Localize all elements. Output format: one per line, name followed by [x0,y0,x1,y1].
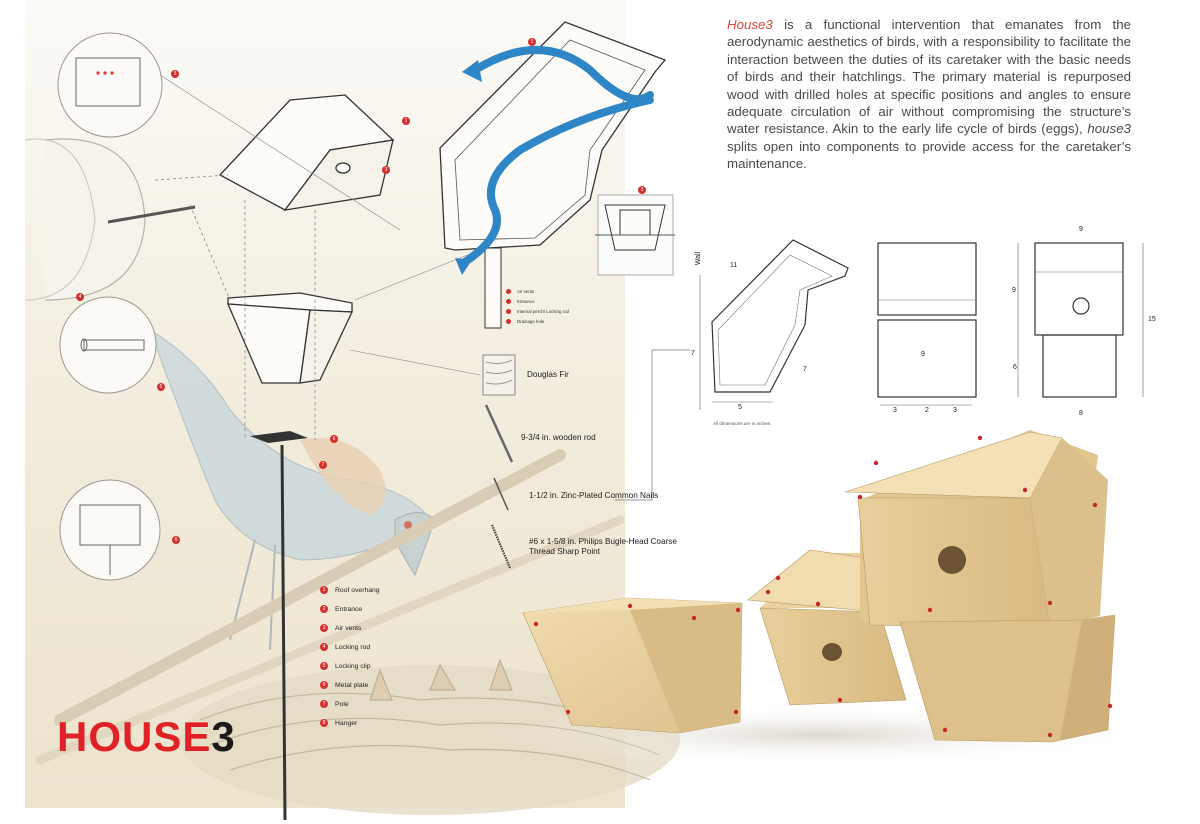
callout-marker: 3 [171,70,179,78]
dimension-label: 11 [730,262,738,269]
project-description [727,16,1131,173]
detail-circle-middle [60,297,156,393]
dimension-label: 7 [691,350,695,357]
airflow-legend-item: Drainage hole [506,316,544,326]
side-view-drawing [700,240,848,410]
airflow-legend-item: Entrance [506,296,535,306]
legend-dot [506,309,511,314]
dimension-label: 9 [921,351,925,358]
dimension-label: 9 [1079,226,1083,233]
parts-legend-item: 5 Locking clip [320,659,371,673]
parts-legend-item: 8 Hanger [320,716,357,730]
dimension-label: 9 [1012,287,1016,294]
callout-marker: 1 [402,117,410,125]
project-name-inline: house3 [1087,121,1131,137]
callout-marker: 6 [172,536,180,544]
callout-marker: 4 [76,293,84,301]
callout-marker: 5 [157,383,165,391]
dimension-wall: Wall [695,251,703,266]
airflow-legend-item: Air vents [506,286,534,296]
parts-legend-item: 6 Metal plate [320,678,368,692]
detail-circle-top [58,33,162,137]
house3-logo: HOUSE3 [57,713,236,760]
dimension-label: 15 [1148,316,1156,323]
dimension-label: 5 [738,404,742,411]
dimension-label: 3 [893,407,897,414]
description-end: splits open into components to provide access for the caretaker’s maintenance. [727,138,1131,172]
material-label: 9-3/4 in. wooden rod [521,433,596,442]
parts-legend-item: 2 Entrance [320,602,362,616]
material-label: #6 x 1-5/8 in. Philips Bugle-Head Coarse [529,537,677,546]
callout-marker: 6 [330,435,338,443]
legend-dot [506,299,511,304]
legend-dot [506,319,511,324]
description-body: is a functional intervention that emanates from the aerodynamic aesthetics of birds, with a responsibility to facilitate the interaction between the duties of its caretaker with the basic needs of birds and their hatchlings. The primary material is repurposed wood with drilled holes at specific positions and angles to ensure adequate circulation of air without compromising the structure’s water resistance. Akin to the early life cycle of birds (eggs), [727,17,1131,137]
front-detail-drawing [595,195,675,275]
callout-marker: 3 [638,186,646,194]
front-view-drawing [878,243,976,405]
airflow-legend-item: Internal perch/ Locking rod [506,306,569,316]
parts-legend-item: 7 Pole [320,697,349,711]
project-name: House3 [727,17,773,32]
material-label: 1-1/2 in. Zinc-Plated Common Nails [529,491,659,500]
dimension-label: 7 [803,366,807,373]
dimension-label: 8 [1079,410,1083,417]
douglas-fir-swatch [483,355,515,395]
dimension-label: 3 [953,407,957,414]
dimension-label: 2 [925,407,929,414]
parts-legend-item: 3 Air vents [320,621,361,635]
material-label: Thread Sharp Point [529,547,601,556]
parts-legend-item: 4 Locking rod [320,640,370,654]
legend-dot [506,289,511,294]
material-label: Douglas Fir [527,370,569,379]
callout-marker: 7 [319,461,327,469]
dimension-label: 6 [1013,364,1017,371]
callout-marker: 1 [528,38,536,46]
parts-legend-item: 1 Roof overhang [320,583,380,597]
detail-circle-bottom [60,480,160,580]
callout-marker: 3 [382,166,390,174]
dimension-note: All dimensions are in inches. [713,421,772,426]
back-view-drawing [1018,243,1143,397]
